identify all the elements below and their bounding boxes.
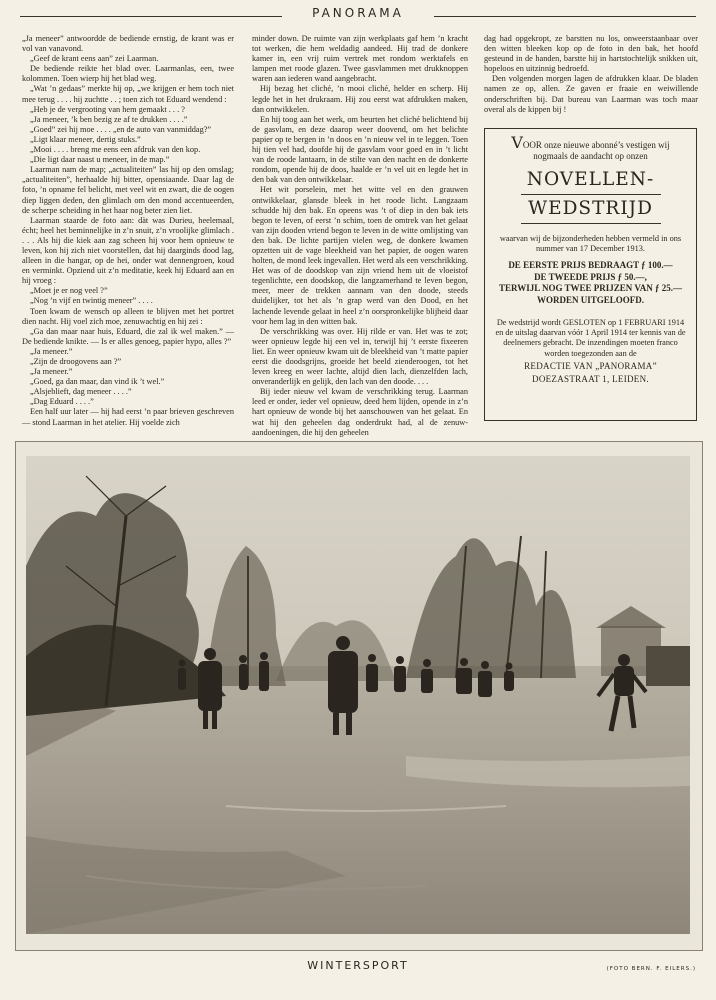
paragraph: „Zijn de droogovens aan ?” [30,357,122,366]
paragraph: „Mooi . . . . breng me eens een afdruk van den kop. [30,145,201,155]
title-divider [521,223,661,224]
contest-announcement-box [484,128,697,421]
paragraph: „Heb je de vergrooting van hem gemaakt . . . ? [30,104,185,114]
paragraph: De bediende reikte het blad over. Laarmanlas, een, twee kolommen. Toen wierp hij het blad weg. [22,64,234,84]
paragraph: „Die ligt daar naast u meneer, in de map.” [30,155,170,165]
first-prize: DE EERSTE PRIJS BEDRAAGT ƒ 100.— [508,260,673,270]
photo-frame [15,441,703,951]
paragraph: Bij ieder nieuw vel kwam de verschrikking terug. Laarman leed er onder, ieder vel opnieuw, deed hem lijden, opende in z’n hart opnieuw de wonde bij het aanschouwen van het gelaat. En wat hij den geheelen dag onderdrukt had, al de zenuw-aandoeningen, die hij den geheelen [252,387,468,437]
paragraph: „Ja meneer.” [30,346,73,356]
paragraph: „Geef de krant eens aan” zei Laarman. [30,54,159,64]
paragraph: „Goed” zei hij moe . . . . „en de auto van vanmiddag?” [30,124,212,134]
paragraph: Toen kwam de wensch op alleen te blijven met het portret dien nacht. Hij voel zich moe, zenuwachtig en hij zei : [22,306,234,326]
paragraph: De verschrikking was over. Hij rilde er van. Het was te zot; weer opnieuw legde hij een vel in, terwijl hij ’t eerste fixeeren liet. En weer opnieuw kwam uit de bleekheid van ’t matte papier eerst die doodsgrijns, groeide het beeld zienderoogen, tot het leven kreeg en weer lachte, altijd dien lach, dienzelfden lach, onveranderlijk en gelijk, den lach van den doode. . . . [252,326,468,387]
paragraph: minder down. De ruimte van zijn werkplaats gaf hem ’n kracht tot werken, die hem weldadig aandeed. Hij trad de donkere kamer in, een vrij ruim vertrek met rondom werktafels en lampen met roode glazen. Twee gasvlammen met drukknoppen waren aan iederen wand aangebracht. [252,34,468,84]
drop-cap: V [511,133,523,152]
title-divider [521,194,661,195]
paragraph: Een half uur later — hij had eerst ’n paar brieven geschreven — stond Laarman in het atelier. Hij voelde zich [22,407,234,427]
paragraph: „Wat ’n gedaas” merkte hij op, „we krijgen er hem toch niet mee terug . . . . hij zuchtte . . ; toen zich tot Eduard wendend : [22,84,234,104]
magazine-title: PANORAMA [312,6,404,20]
paragraph: Hij bezag het cliché, ’n mooi cliché, helder en scherp. Hij legde het in het drukraam. Hij zou eerst wat afdrukken maken, dan ontwikkelen. [252,84,468,114]
paragraph: Laarman staarde de foto aan: dàt was Durieu, heelemaal, écht; heel het beminnelijke in z’n snuit, z’n vroolijke glimlach . . . . Als hij die kiek aan zag scheen hij voor hem opnieuw te leven, kon hij zich niet voorstellen, dat hij daarginds dood lag, alleen in die hangar, op de hei, onder wat dennengroen, koud en verminkt. Opziend uit z’n meditatie, keek hij Eduard aan en hij vroeg : [22,215,234,286]
paragraph: „Nog ’n vijf en twintig meneer” . . . . [30,296,153,306]
page-header [20,6,696,26]
paragraph: Den volgenden morgen lagen de afdrukken klaar. De bladen namen ze op, allen. Ze gaven er fraaie en weiwillende onderschriften bij. Dat bureau van Laarman was toch maar overal als de kippen bij ! [484,74,698,114]
paragraph: Het wit porselein, met het witte vel en den grauwen ontwikkelaar, glansde bleek in het roode licht. Langzaam schudde hij den bak. En opeens was ’t of diep in den bak iets begon te leven, of eerst ’n schim, toen de omtrek van het gelaat van zijn dooden vriend begon te leven in de witte omlijsting van den bak. De lichte partijen vielen weg, de donkere kwamen opzetten uit de vage bleekheid van het papier, de oogen waren holten, de mond leek ingevallen. Het werd als een verschrikking. Het was of de doodskop van zijn vriend hem uit de vloeistof tegenlichtte, een doodskop, die langzamerhand te leven begon, meer, meer de trekken aannam van den doode, steeds duidelijker, tot het als ’n grap werd van den Dood, en het lachende levende gelaat in heel z’n oorspronkelijke blijheid daar voor hem lag in den witten bak. [252,185,468,326]
contest-title-line2: WEDSTRIJD [528,198,653,219]
photo-credit: (FOTO BERN. F. EILERS.) [606,966,696,972]
paragraph: „Ja meneer, ’k ben bezig ze af te drukken . . . .” [30,114,188,124]
paragraph: „Ga dan maar naar huis, Eduard, die zal ik wel maken.” — De bediende knikte. — Is er alles genoeg, papier hypo, alles ?” [22,326,234,346]
contest-title-line1: NOVELLEN- [526,169,655,190]
paragraph: „Goed, ga dan maar, dan vind ik ’t wel.” [30,377,165,387]
paragraph: „Ligt klaar meneer, dertig stuks.” [30,134,141,144]
skating-scene-illustration [26,456,690,934]
paragraph: „Ja meneer” antwoordde de bediende ernstig, de krant was er vol van vanavond. [22,34,234,54]
other-prizes: TERWIJL NOG TWEE PRIJZEN VAN ƒ 25.— WORDEN UITGELOOFD. [499,283,682,305]
contest-intro-text: OOR onze nieuwe abonné’s vestigen wij nogmaals de aandacht op onzen [522,140,670,161]
paragraph: „Ja meneer.” [30,367,73,377]
paragraph: dag had opgekropt, ze barstten nu los, onweerstaanbaar over den witten bleeken kop op de foto in den bak, het hoofd gesteund in de handen, barstte hij in hartstochtelijk snikken uit, hopeloos en uitzinnig bedroefd. [484,34,698,74]
paragraph: „Alsjeblieft, dag meneer . . . .” [30,387,132,397]
photo-caption: WINTERSPORT [307,959,409,972]
article-column-1 [22,34,234,426]
contest-intro [493,133,688,162]
paragraph: „Moet je er nog veel ?” [30,286,108,296]
second-prize: DE TWEEDE PRIJS ƒ 50.—, [534,271,647,282]
header-rule-right [434,16,696,17]
paragraph: Laarman nam de map; „actualiteiten” las hij op den omslag; „actualiteiten”, herhaalde hij bitter, opensiaande. Daar lag de foto, ’n opname fel belicht, met veel wit en zwart, die de oogen diep liggen deden, den glimlach om den mond accentueerden, de scherpe scheiding in het haar nog beter zien liet. [22,165,234,215]
contest-details: waarvan wij de bijzonderheden hebben vermeld in ons nummer van 17 December 1913. [499,234,682,253]
article-column-2 [252,34,468,437]
wintersport-photo [26,456,690,934]
paragraph: En hij toog aan het werk, om beurten het cliché belichtend bij de gasvlam, en deze daarop weer doovend, om het belichte papier op te bergen in ’n doos en ’n nieuw vel in te leggen. Toen hij tien vel had, doofde hij de gasvlam voor goed en in ’t licht van de roode lantaarn, in de stilte van den nacht en de donkerte rondom, opende hij de doos, haalde er ’n vel uit en legde het in den bak van den ontwikkelaar. [252,114,468,185]
address-line-1: REDACTIE VAN „PANORAMA” [524,360,657,371]
paragraph: „Dag Eduard . . . .” [30,397,94,407]
header-rule-left [20,16,282,17]
article-column-3 [484,34,698,114]
contest-rules: De wedstrijd wordt GESLOTEN op 1 FEBRUARI 1914 en de uitslag daarvan vóór 1 April 1914 ter kennis van de deelnemers gebracht. De inzendingen moeten franco worden toegezonden aan de [495,318,686,358]
address-line-2: DOEZASTRAAT 1, LEIDEN. [532,373,649,384]
